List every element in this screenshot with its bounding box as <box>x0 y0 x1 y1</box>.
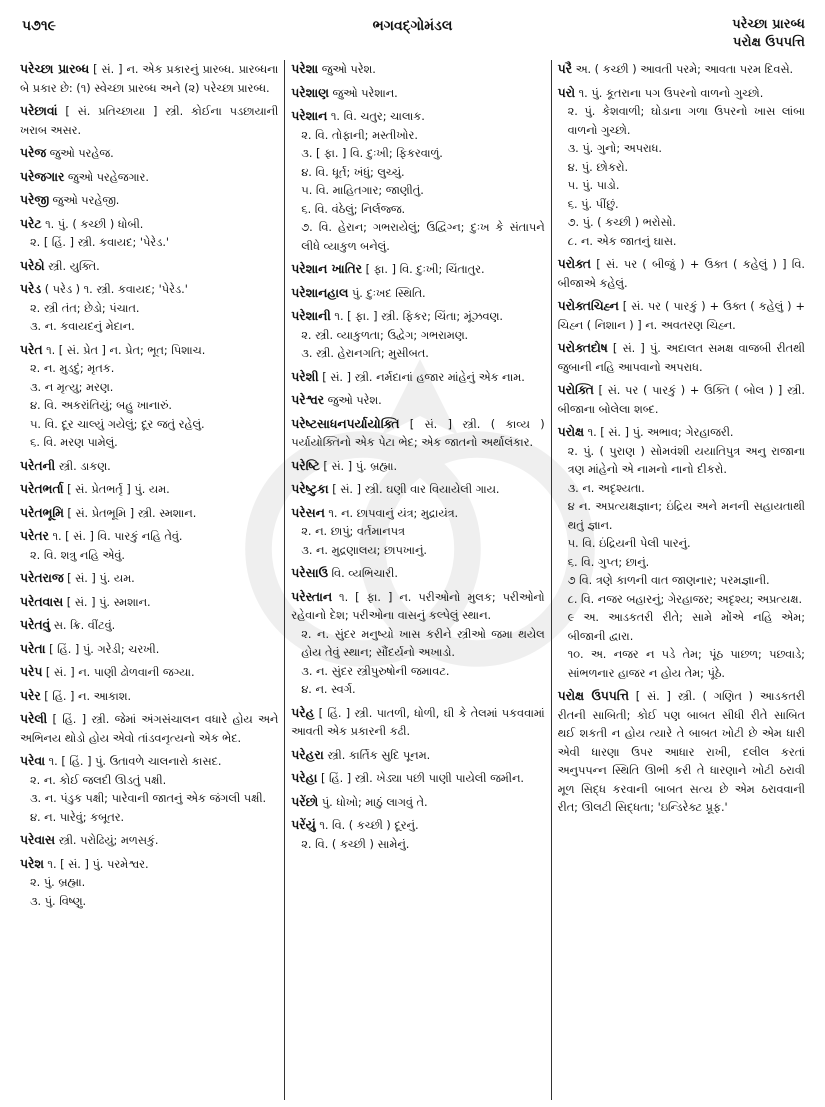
sub-sense: ૫. પું. પાડો. <box>567 179 620 192</box>
dictionary-entry <box>558 381 805 419</box>
dictionary-entry <box>291 60 544 80</box>
dictionary-entry <box>291 793 544 813</box>
sub-sense: ૨. ન. છાપું; વર્તમાનપત્ર <box>301 525 405 538</box>
sub-sense: ૭ વિ. ત્રણે કાળની વાત જાણનાર; પરમજ્ઞાની. <box>567 574 770 587</box>
dictionary-entry <box>20 831 278 851</box>
dictionary-entry <box>291 746 544 766</box>
headword: પરેતવાસ <box>20 594 64 609</box>
dictionary-entry <box>291 564 544 584</box>
definition: [ સં. ] પું. બ્રહ્મા. <box>323 459 398 473</box>
dictionary-entry <box>558 339 805 377</box>
definition: [ સં. પર ( પારકું ) + ઉક્ત ( કહેલું ) + ચિહ્ન ( નિશાન ) ] ન. અવતરણ ચિહ્ન. <box>557 300 805 332</box>
sub-sense: ૪. ન. સ્વર્ગ. <box>301 683 356 696</box>
sub-sense: ૫. વિ. માહિતગાર; જાણીતું. <box>301 184 424 197</box>
definition: જુઓ પરેશાન. <box>332 86 398 100</box>
headword: પરેષ્ટસાધનપર્યાયોક્તિ <box>291 416 400 431</box>
headword: પરેશ્વર <box>291 393 324 407</box>
dictionary-entry <box>291 307 544 364</box>
dictionary-entry <box>20 710 278 748</box>
headword: પરેજી <box>20 193 49 207</box>
dictionary-entry <box>20 663 278 683</box>
definition: ૧. પું. કૂતરાના પગ ઉપરનો વાળનો ગુચ્છો. <box>578 86 764 100</box>
headword: પરેસાઉ <box>291 566 328 580</box>
definition: ૧. [ હિં. ] પું. ઉતાવળે ચાલનારો કાસદ. <box>48 755 222 768</box>
definition: સ. ક્રિ. વીંટવું. <box>53 619 116 632</box>
headword: પરેહ <box>291 705 315 720</box>
dictionary-entry <box>20 457 278 477</box>
headword: પરેર <box>20 688 41 703</box>
definition: જુઓ પરેશ. <box>321 63 376 76</box>
dictionary-entry <box>20 168 278 188</box>
definition: [ સં. પર ( બીજું ) + ઉક્ત ( કહેલું ) ] વિ. બીજાએ કહેલું. <box>557 258 805 290</box>
sub-sense: ૨. વિ. તોફાની; મસ્તીખોર. <box>301 128 418 142</box>
sub-sense: ૩. ન. કવાયદનું મેદાન. <box>30 320 135 333</box>
dictionary-entry <box>20 60 278 98</box>
definition: [ સં. પ્રતિચ્છાયા ] સ્ત્રી. કોઈના પડછાયાની ખરાબ અસર. <box>20 105 279 137</box>
sub-sense: ૪. વિ. ધૂર્ત; ખંધું; લુચ્ચું. <box>301 165 405 179</box>
definition: સ્ત્રી. ડાકણ. <box>58 459 111 473</box>
headword: પરેતભૂમિ <box>20 505 64 520</box>
definition: જુઓ પરહેજી. <box>52 194 120 207</box>
sub-sense: ૬. પું. પીંછું. <box>567 197 619 211</box>
headword: પરેત <box>20 342 43 357</box>
sub-sense: ૨. ન. કોઈ જલદી ઊડતું પક્ષી. <box>30 773 167 787</box>
definition: ૧. વિ. ચતુર; ચાલાક. <box>330 110 425 123</box>
definition: અ. ( કચ્છી ) આવતી પરમે; આવતા પરમ દિવસે. <box>575 63 794 76</box>
page-header <box>0 0 825 52</box>
headword: પરેહા <box>291 771 318 785</box>
dictionary-entry <box>291 457 544 477</box>
sub-sense: ૬. વિ. મરણ પામેલું. <box>30 436 118 449</box>
sub-sense: ૨. ન. સુંદર મનુષ્યો ખાસ કરીને સ્ત્રીઓ જમા થયેલ હોય તેવું સ્થાન; સૌંદર્યનો અખાડો. <box>301 627 545 659</box>
headword: પરેંયું <box>291 818 316 832</box>
dictionary-entry <box>20 257 278 277</box>
headword: પરોક્તદોષ <box>557 341 608 355</box>
sub-sense: ૩. ન. અદૃશ્યતા. <box>567 481 645 495</box>
sub-sense: ૪ ન. અપ્રત્યક્ષજ્ઞાન; ઇંદ્રિય અને મનની સહાયતાથી થતું જ્ઞાન. <box>567 500 805 532</box>
sub-sense: ૩. પું. વિષ્ણુ. <box>30 894 87 908</box>
definition: ૧. [ સં. ] વિ. પારકું નહિ તેવું. <box>52 530 183 543</box>
page-number: પ૭૧૯ <box>22 18 56 34</box>
dictionary-entry <box>291 816 544 854</box>
guide-words <box>732 16 805 52</box>
dictionary-entry <box>558 297 805 335</box>
definition: ૧. [ સં. પ્રેત ] ન. પ્રેત; ભૂત; પિશાચ. <box>46 343 206 357</box>
sub-sense: ૭. પું. ( કચ્છી ) ભરોસો. <box>567 216 677 229</box>
definition: [ સં. પ્રેતભૂમિ ] સ્ત્રી. સ્મશાન. <box>67 506 197 520</box>
headword: પરેલી <box>20 712 48 726</box>
sub-sense: ૨. પું. ( પુરાણ ) સોમવંશી યયાતિપુત્ર અનુ રાજાના ત્રણ માંહેનો એ નામનો નાનો દીકરો. <box>567 444 805 476</box>
sub-sense: ૪. વિ. અકરાંતિયું; બહુ ખાનારું. <box>30 399 172 412</box>
headword: પરેજ <box>20 146 46 160</box>
dictionary-entry <box>20 855 278 912</box>
headword: પરોક્ષ ઉપપત્તિ <box>557 689 629 703</box>
sub-sense: ૩. ન. મુદ્રણાલય; છાપખાનું. <box>301 543 427 557</box>
definition: પું. દુઃખદ સ્થિતિ. <box>351 286 426 300</box>
dictionary-entry <box>20 593 278 613</box>
sub-sense: ૯ અ. આડકતરી રીતે; સામે મોંએ નહિ એમ; બીજાની દ્વારા. <box>567 611 805 643</box>
headword: પરેઠો <box>20 258 45 273</box>
dictionary-entry <box>20 215 278 253</box>
definition: ૧. [ ફા. ] ન. પરીઓનો મુલક; પરીઓનો રહેવાનો દેશ; પરીઓના વાસનું કલ્પેલું સ્થાન. <box>291 590 545 622</box>
dictionary-entry <box>291 480 544 500</box>
definition: [ સં. ] ન. પાણી ઢોળવાની જગ્યા. <box>45 666 195 679</box>
column-2 <box>284 60 550 1100</box>
headword: પરેશાન <box>291 109 328 123</box>
definition: ૧. ન. છાપવાનું યંત્ર; મુદ્રાયંત્ર. <box>328 506 459 520</box>
sub-sense: ૨. ન. મુડદું; મૃતક. <box>30 362 115 375</box>
headword: પરેચ્છા પ્રારબ્ધ <box>20 62 90 76</box>
definition: [ હિં. ] સ્ત્રી. પાતળી, ધોળી, ઘી કે તેલમાં પકવવામાં આવતી એક પ્રકારની કઢી. <box>291 706 545 738</box>
dictionary-entry <box>291 769 544 789</box>
running-title: ભગવદ્ગોમંડલ <box>372 18 453 34</box>
headword: પરેતર <box>20 529 49 543</box>
dictionary-entry <box>20 569 278 589</box>
dictionary-entry <box>291 391 544 411</box>
dictionary-entry <box>20 752 278 827</box>
definition: સ્ત્રી. પરોઢિયું; મળસકું. <box>58 834 159 847</box>
definition: [ સં. ] સ્ત્રી. નર્મદાનાં હજાર માંહેનું એક નામ. <box>322 370 525 384</box>
sub-sense: ૩. પું. ગુનો; અપરાધ. <box>567 142 662 155</box>
headword: પરેતની <box>20 458 56 473</box>
definition: [ હિં. ] સ્ત્રી. ખેડ્યા પછી પાણી પાયેલી જમીન. <box>321 772 524 785</box>
guide-word-last: પરોક્ષ ઉપપત્તિ <box>733 35 805 50</box>
sub-sense: ૨. વિ. શત્રુ નહિ એવું. <box>30 548 125 562</box>
headword: પરેપ <box>20 665 43 679</box>
column-1 <box>16 60 284 1100</box>
sub-sense: ૮. વિ. નજર બહારનું; ગેરહાજર; અદૃશ્ય; અપ્રત્યક્ષ. <box>567 592 803 606</box>
definition: ( પરેડ ) ૧. સ્ત્રી. કવાયદ; 'પેરેડ.' <box>44 283 188 296</box>
dictionary-entry <box>558 84 805 252</box>
sub-sense: ૨. [ હિં. ] સ્ત્રી. કવાયદ; 'પેરેડ.' <box>30 236 170 249</box>
sub-sense: ૧૦. અ. નજર ન પડે તેમ; પૂંઠ પાછળ; પછવાડે; સાંભળનાર હાજર ન હોય તેમ; પૂંઠે. <box>567 648 805 680</box>
headword: પરેસન <box>291 505 325 520</box>
headword: પરેશા <box>291 62 319 76</box>
dictionary-entry <box>20 102 278 140</box>
sub-sense: ૫. વિ. દૂર ચાલ્યું ગયેલું; દૂર જતું રહેલું. <box>30 417 205 431</box>
dictionary-entry <box>291 84 544 104</box>
sub-sense: ૩. ન. સુંદર સ્ત્રીપુરુષોની જમાવટ. <box>301 664 450 678</box>
sub-sense: ૫. વિ. ઇંદ્રિયની પેલી પારનું. <box>567 537 691 550</box>
dictionary-entry <box>20 640 278 660</box>
sub-sense: ૩. સ્ત્રી. હેરાનગતિ; મુસીબત. <box>301 347 429 360</box>
dictionary-entry <box>20 280 278 337</box>
headword: પરોક્ષ <box>557 425 584 439</box>
definition: [ સં. ] પું. યમ. <box>67 572 135 585</box>
dictionary-entry <box>291 260 544 280</box>
definition: [ સં. પર ( પારકું ) + ઉક્તિ ( બોલ ) ] સ્ત્રી. બીજાના બોલેલા શબ્દ. <box>557 384 805 416</box>
dictionary-entry <box>20 687 278 707</box>
headword: પરેશાનહાલ <box>291 285 349 300</box>
definition: [ સં. ] સ્ત્રી. ( ગણિત ) આડકતરી રીતની સાબિતી; કોઈ પણ બાબત સીધી રીતે સાબિત થઈ શકતી ન હોય ત્યારે તે બાબત ખોટી છે એમ ધારી એવી ધારણા ઉપર આધાર રાખી, દલીલ કરતાં અનુપપન્ન સ્થિતિ ઊભી કરી તે ધારણાને ખોટી ઠરાવી મૂળ સિદ્ધ કરવાની બાબત સત્ય છે એમ ઠરાવવાની રીત; ઊલટી સિદ્ધતા; 'ઇન્ડિરેક્ટ પ્રૂફ.' <box>557 690 805 814</box>
sub-sense: ૨. પું. કેશવાળી; ઘોડાના ગળા ઉપરનો ખાસ લાંબા વાળનો ગુચ્છો. <box>567 105 805 137</box>
headword: પરેહરા <box>291 747 324 762</box>
definition: ૧. [ સં. ] પું. અભાવ; ગેરહાજરી. <box>587 426 734 439</box>
definition: [ હિં. ] ન. આકાશ. <box>44 689 132 703</box>
sub-sense: ૨. વિ. ( કચ્છી ) સામેનું. <box>301 837 410 851</box>
sub-sense: ૪. ન. પારેવું; કબૂતર. <box>30 810 125 824</box>
headword: પરેષ્ટિ <box>291 458 320 473</box>
dictionary-columns <box>16 60 811 1100</box>
definition: [ હિં. ] પું. ગરેડી; ચરખી. <box>49 642 160 656</box>
definition: સ્ત્રી. કાર્તિક સુદિ પૂનમ. <box>327 748 431 762</box>
definition: ૧. વિ. ( કચ્છી ) દૂરનું. <box>319 819 419 832</box>
dictionary-entry <box>20 144 278 164</box>
headword: પરેશી <box>291 369 319 384</box>
dictionary-entry <box>558 255 805 293</box>
headword: પરેંછો <box>291 794 319 809</box>
definition: [ સં. પ્રેતભર્તૃ ] પું. યમ. <box>67 483 170 496</box>
headword: પરેશ <box>20 856 44 871</box>
headword: પરો <box>557 85 576 100</box>
definition: જુઓ પરેશ. <box>327 394 382 407</box>
definition: [ સં. ] પું. સ્મશાન. <box>66 595 151 609</box>
definition: જુઓ પરહેજ. <box>49 147 114 160</box>
headword: પરેવા <box>20 754 46 768</box>
dictionary-entry <box>291 368 544 388</box>
definition: [ સં. ] પું. અદાલત સમક્ષ વાજબી રીતથી જુબાની નહિ આપવાનો અપરાધ. <box>557 342 806 374</box>
definition: સ્ત્રી. યુક્તિ. <box>48 259 100 273</box>
headword: પરેશાણ <box>291 85 329 100</box>
sub-sense: ૬. વિ. ગુપ્ત; છાનું. <box>567 555 650 569</box>
headword: પરેતભર્તા <box>20 482 64 496</box>
dictionary-entry <box>558 423 805 683</box>
definition: [ સં. ] ન. એક પ્રકારનું પ્રારબ્ધ. પ્રારબ્ધના બે પ્રકાર છે: (૧) સ્વેચ્છા પ્રારબ્ધ અને (૨) પરેચ્છા પ્રારબ્ધ. <box>20 63 279 95</box>
sub-sense: ૩. ન. પંડુક પક્ષી; પારેવાની જાતનું એક જંગલી પક્ષી. <box>30 792 267 805</box>
definition: [ સં. ] સ્ત્રી. ઘણી વાર વિયાયેલી ગાય. <box>332 483 500 496</box>
headword: પરેવાસ <box>20 833 55 847</box>
headword: પરેડ <box>20 282 42 296</box>
definition: પું. ધોખો; માઠું લાગવું તે. <box>321 795 428 809</box>
headword: પરોક્ત <box>557 257 591 271</box>
headword: પરેતરાજ <box>20 571 64 585</box>
definition: ૧. પું. ( કચ્છી ) ધોબી. <box>45 217 144 231</box>
headword: પરેટ <box>20 216 42 231</box>
dictionary-entry <box>291 415 544 453</box>
dictionary-entry <box>291 588 544 700</box>
definition: વિ. વ્યભિચારી. <box>331 567 398 580</box>
sub-sense: ૪. પું. છોકરો. <box>567 160 629 174</box>
column-3 <box>551 60 811 1100</box>
sub-sense: ૩. ન મૃત્યુ; મરણ. <box>30 380 114 394</box>
dictionary-entry <box>558 60 805 80</box>
sub-sense: ૮. ન. એક જાતનું ઘાસ. <box>567 234 677 248</box>
headword: પરૈ <box>557 62 572 76</box>
sub-sense: ૨. સ્ત્રી. વ્યાકુળતા; ઉદ્વેગ; ગભરામણ. <box>301 328 469 342</box>
sub-sense: ૩. [ ફા. ] વિ. દુઃખી; ફિકરવાળું. <box>301 147 443 160</box>
headword: પરેસ્તાન <box>291 589 333 604</box>
headword: પરેશાની <box>291 309 331 323</box>
headword: પરોક્તચિહ્ન <box>557 299 619 313</box>
headword: પરેતવું <box>20 618 51 632</box>
dictionary-entry <box>291 704 544 742</box>
definition: [ ફા. ] વિ. દુઃખી; ચિંતાતુર. <box>365 263 485 276</box>
sub-sense: ૭. વિ. હેરાન; ગભરાયેલું; ઉદ્વિગ્ન; દુઃખ કે સંતાપને લીધે વ્યાકુળ બનેલું. <box>301 221 545 253</box>
definition: ૧. [ સં. ] પું. પરમેશ્વર. <box>47 857 149 871</box>
sub-sense: ૬. વિ. વંઠેલું; નિર્લજ્જ. <box>301 202 406 216</box>
dictionary-entry <box>20 504 278 524</box>
dictionary-entry <box>558 687 805 818</box>
guide-word-first: પરેચ્છા પ્રારબ્ધ <box>732 17 805 32</box>
definition: ૧. [ ફા. ] સ્ત્રી. ફિકર; ચિંતા; મૂંઝવણ. <box>334 310 503 323</box>
headword: પરોક્તિ <box>557 383 594 397</box>
definition: [ સં. ] સ્ત્રી. ( કાવ્ય ) પર્યાયોક્તિનો એક પેટા ભેદ; એક જાતનો અર્થાલંકાર. <box>291 417 545 449</box>
dictionary-entry <box>20 527 278 565</box>
sub-sense: ૨. પું. બ્રહ્મા. <box>30 876 86 889</box>
dictionary-entry <box>20 341 278 453</box>
headword: પરેષ્ટુકા <box>291 482 329 496</box>
headword: પરેતા <box>20 641 46 656</box>
dictionary-entry <box>20 616 278 636</box>
headword: પરેજગાર <box>20 169 65 184</box>
definition: જુઓ પરહેજગાર. <box>67 170 149 184</box>
headword: પરેશાન ખાતિર <box>291 262 362 276</box>
dictionary-entry <box>291 504 544 561</box>
dictionary-entry <box>291 107 544 256</box>
dictionary-entry <box>20 191 278 211</box>
dictionary-entry <box>20 480 278 500</box>
definition: [ હિં. ] સ્ત્રી. જેમાં અંગસંચાલન વધારે હોય અને અભિનય થોડો હોય એવો તાંડવનૃત્યનો એક ભેદ. <box>20 713 279 745</box>
headword: પરેછાવાં <box>20 104 58 118</box>
sub-sense: ૨. સ્ત્રી તંત; છેડો; પંચાત. <box>30 301 140 315</box>
dictionary-entry <box>291 284 544 304</box>
